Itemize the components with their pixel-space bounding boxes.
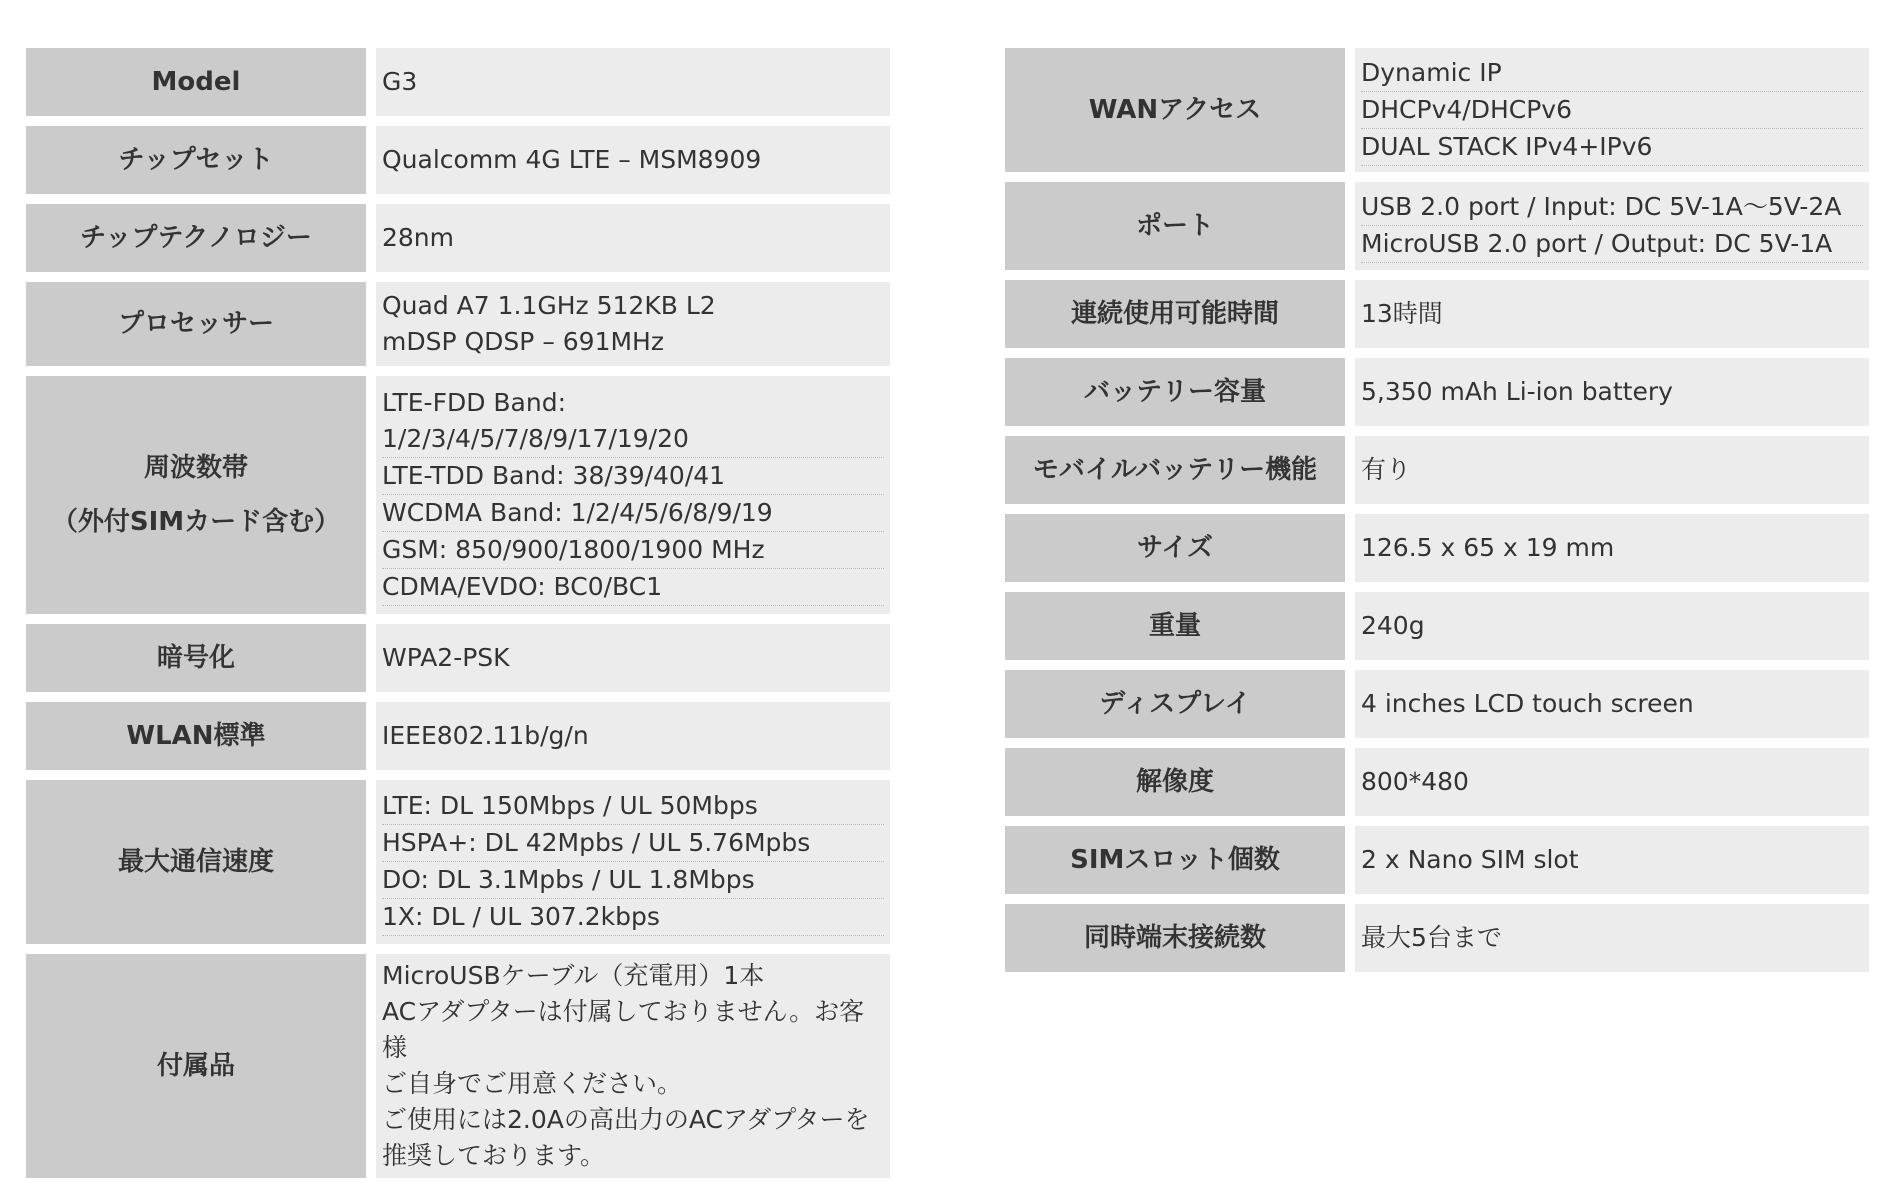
spec-label — [1005, 358, 1345, 426]
spec-value-line: Qualcomm 4G LTE – MSM8909 — [382, 145, 762, 174]
spec-label-text: ポート — [1135, 211, 1214, 241]
spec-gap — [1345, 592, 1355, 660]
spec-row — [1005, 182, 1869, 270]
spec-value-line: MicroUSBケーブル（充電用）1本 — [382, 961, 765, 990]
spec-value — [1355, 436, 1869, 504]
spec-value-line: G3 — [382, 67, 418, 96]
spec-value-line: LTE-TDD Band: 38/39/40/41 — [382, 458, 884, 495]
spec-value — [376, 376, 890, 614]
spec-value-line: 4 inches LCD touch screen — [1361, 689, 1694, 718]
spec-value — [376, 282, 890, 366]
spec-row — [26, 48, 890, 116]
spec-value-line: Dynamic IP — [1361, 55, 1863, 92]
spec-label-text: モバイルバッテリー機能 — [1032, 455, 1318, 485]
spec-label — [1005, 904, 1345, 972]
spec-value-line: 28nm — [382, 223, 455, 252]
spec-label-text: 周波数帯 — [143, 453, 248, 483]
spec-value-line: ご使用には2.0Aの高出力のACアダプターを — [382, 1105, 870, 1134]
spec-value — [376, 780, 890, 944]
spec-label — [26, 624, 366, 692]
spec-label-text: Model — [151, 67, 241, 97]
spec-value-line: DO: DL 3.1Mpbs / UL 1.8Mbps — [382, 862, 884, 899]
spec-value — [376, 954, 890, 1178]
spec-value-line: CDMA/EVDO: BC0/BC1 — [382, 569, 884, 606]
spec-label-text: 最大通信速度 — [117, 847, 274, 877]
spec-label-text: ディスプレイ — [1099, 689, 1251, 719]
spec-label-text: WLAN標準 — [126, 721, 266, 751]
spec-row — [26, 204, 890, 272]
spec-gap — [366, 624, 376, 692]
spec-row — [26, 954, 890, 1178]
spec-value-line: 1X: DL / UL 307.2kbps — [382, 899, 884, 936]
spec-value-line: ACアダプターは付属しておりません。お客様 — [382, 997, 865, 1062]
spec-gap — [1345, 514, 1355, 582]
spec-row — [26, 282, 890, 366]
spec-value-line: WPA2-PSK — [382, 643, 510, 672]
spec-value-line: mDSP QDSP – 691MHz — [382, 327, 664, 356]
spec-value — [1355, 514, 1869, 582]
spec-label — [26, 282, 366, 366]
spec-value — [1355, 592, 1869, 660]
spec-row — [26, 702, 890, 770]
spec-value — [1355, 280, 1869, 348]
spec-row — [26, 624, 890, 692]
spec-row — [1005, 826, 1869, 894]
spec-table — [1005, 38, 1869, 982]
spec-value — [376, 702, 890, 770]
spec-value-line: LTE-FDD Band: 1/2/3/4/5/7/8/9/17/19/20 — [382, 385, 884, 458]
spec-row — [26, 126, 890, 194]
spec-table-left — [26, 48, 890, 1188]
spec-label-text: SIMスロット個数 — [1070, 845, 1280, 875]
spec-value-line: IEEE802.11b/g/n — [382, 721, 589, 750]
spec-label-text: 付属品 — [156, 1051, 235, 1081]
spec-label-text: バッテリー容量 — [1083, 377, 1266, 407]
spec-label — [26, 48, 366, 116]
spec-value-line: Quad A7 1.1GHz 512KB L2 — [382, 291, 716, 320]
spec-value — [376, 48, 890, 116]
spec-row — [1005, 436, 1869, 504]
spec-row — [1005, 514, 1869, 582]
spec-value-line: HSPA+: DL 42Mpbs / UL 5.76Mpbs — [382, 825, 884, 862]
spec-value — [1355, 904, 1869, 972]
spec-label — [1005, 826, 1345, 894]
spec-label-text: プロセッサー — [117, 309, 274, 339]
spec-gap — [1345, 436, 1355, 504]
spec-value — [1355, 826, 1869, 894]
spec-label-text: 連続使用可能時間 — [1070, 299, 1279, 329]
spec-label-text: 解像度 — [1135, 767, 1214, 797]
spec-label-text: 重量 — [1148, 611, 1201, 641]
spec-value-line: WCDMA Band: 1/2/4/5/6/8/9/19 — [382, 495, 884, 532]
spec-value-line: LTE: DL 150Mbps / UL 50Mbps — [382, 788, 884, 825]
spec-value-line: 推奨しております。 — [382, 1141, 606, 1170]
spec-gap — [1345, 670, 1355, 738]
spec-value — [1355, 748, 1869, 816]
spec-row — [1005, 592, 1869, 660]
spec-row — [1005, 358, 1869, 426]
spec-value — [1355, 48, 1869, 172]
spec-value-line: 13時間 — [1361, 299, 1443, 328]
spec-gap — [1345, 182, 1355, 270]
spec-gap — [366, 48, 376, 116]
spec-label-text: 暗号化 — [156, 643, 235, 673]
spec-value-line: 最大5台まで — [1361, 923, 1502, 952]
spec-value-line: USB 2.0 port / Input: DC 5V-1A〜5V-2A — [1361, 189, 1863, 226]
spec-value-line: 有り — [1361, 455, 1412, 484]
spec-row — [1005, 280, 1869, 348]
spec-value-line: 240g — [1361, 611, 1425, 640]
spec-row — [1005, 670, 1869, 738]
spec-row — [26, 376, 890, 614]
spec-gap — [1345, 280, 1355, 348]
spec-label — [26, 780, 366, 944]
spec-value-line: 126.5 x 65 x 19 mm — [1361, 533, 1615, 562]
spec-gap — [366, 204, 376, 272]
spec-value-line: GSM: 850/900/1800/1900 MHz — [382, 532, 884, 569]
spec-label — [26, 702, 366, 770]
spec-value — [376, 126, 890, 194]
spec-label — [1005, 670, 1345, 738]
spec-label — [1005, 182, 1345, 270]
spec-gap — [366, 282, 376, 366]
spec-gap — [1345, 904, 1355, 972]
spec-value-line: 2 x Nano SIM slot — [1361, 845, 1579, 874]
spec-value — [1355, 670, 1869, 738]
spec-value-line: MicroUSB 2.0 port / Output: DC 5V-1A — [1361, 226, 1863, 263]
spec-table — [26, 38, 890, 1188]
spec-row — [1005, 48, 1869, 172]
spec-gap — [366, 780, 376, 944]
spec-value — [1355, 182, 1869, 270]
spec-value-line: ご自身でご用意ください。 — [382, 1069, 683, 1098]
spec-label — [1005, 436, 1345, 504]
spec-label-text: チップテクノロジー — [80, 223, 312, 253]
spec-gap — [366, 954, 376, 1178]
spec-label — [26, 126, 366, 194]
spec-label — [1005, 592, 1345, 660]
spec-value — [376, 204, 890, 272]
spec-row — [1005, 748, 1869, 816]
spec-value — [376, 624, 890, 692]
spec-label — [1005, 48, 1345, 172]
spec-value — [1355, 358, 1869, 426]
spec-table-right — [1005, 48, 1869, 982]
spec-label — [26, 954, 366, 1178]
spec-gap — [366, 702, 376, 770]
spec-value-line: 5,350 mAh Li-ion battery — [1361, 377, 1673, 406]
spec-value-line: 800*480 — [1361, 767, 1469, 796]
spec-label — [1005, 748, 1345, 816]
spec-label-text: サイズ — [1137, 533, 1213, 563]
spec-gap — [366, 376, 376, 614]
spec-value-line: DUAL STACK IPv4+IPv6 — [1361, 129, 1863, 166]
spec-gap — [366, 126, 376, 194]
spec-label — [1005, 280, 1345, 348]
spec-label — [26, 204, 366, 272]
spec-row — [1005, 904, 1869, 972]
spec-label-text: チップセット — [118, 145, 274, 175]
spec-value-line: DHCPv4/DHCPv6 — [1361, 92, 1863, 129]
spec-label-text: （外付SIMカード含む） — [51, 507, 341, 537]
spec-label-text: 同時端末接続数 — [1083, 923, 1266, 953]
spec-gap — [1345, 358, 1355, 426]
spec-label-text: WANアクセス — [1088, 95, 1262, 125]
spec-gap — [1345, 48, 1355, 172]
spec-row — [26, 780, 890, 944]
spec-label — [26, 376, 366, 614]
spec-gap — [1345, 826, 1355, 894]
spec-label — [1005, 514, 1345, 582]
spec-gap — [1345, 748, 1355, 816]
